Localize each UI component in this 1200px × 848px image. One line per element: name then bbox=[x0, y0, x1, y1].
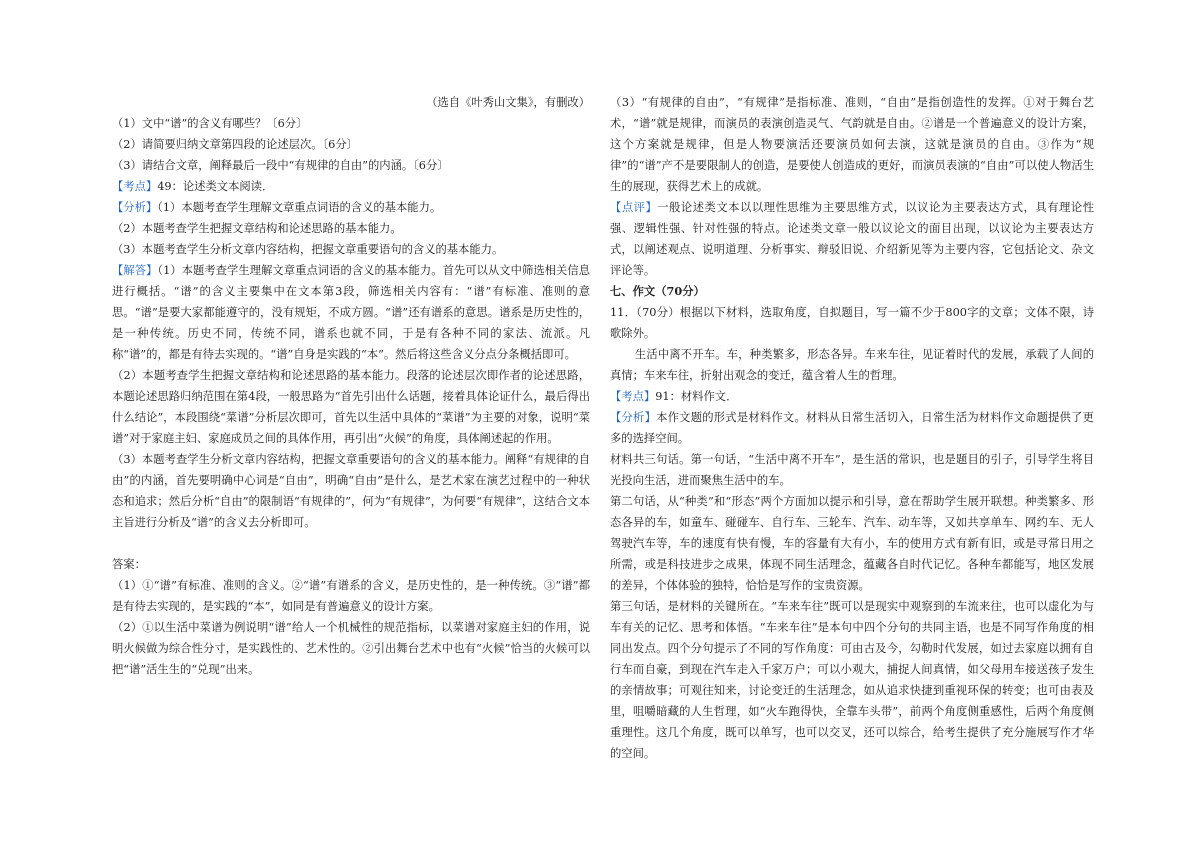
analysis-para-1: 材料共三句话。第一句话，“生活中离不开车”，是生活的常识，也是题目的引子，引导学生将目光投向生活，进而聚焦生活中的车。 bbox=[610, 453, 1094, 487]
dianping-text: 一般论述类文本以以理性思维为主要思维方式，以议论为主要表达方式，具有理论性强、逻辑性强、针对性强的特点。论述类文章一般以议论文的面目出现，以议论为主要表达方式，以阐述观点、说明道理、分析事实、辩驳旧说、介绍新见等为主要内容，它包括论文、杂文评论等。 bbox=[610, 201, 1094, 277]
kaodian-tag: 【考点】 bbox=[112, 180, 158, 193]
section-title: 七、作文（70分） bbox=[610, 284, 705, 298]
fenxi-row bbox=[112, 197, 590, 218]
jieda-text-3: （3）本题考查学生分析文章内容结构，把握文章重要语句的含义的基本能力。阐释“有规律的自由”的内涵，首先要明确中心词是“自由”，明确“自由”是什么，是艺术家在演艺过程中的一种状态和追求；然后分析“自由”的限制语“有规律的”，何为“有规律”，为何要“有规律”，这结合文本主旨进行分析及“谱”的含义去分析即可。 bbox=[112, 453, 590, 529]
material-text: 生活中离不开车。车，种类繁多，形态各异。车来车往，见证着时代的发展，承载了人间的真情；车来车往，折射出观念的变迁，蕴含着人生的哲理。 bbox=[610, 348, 1094, 382]
fenxi-text-2: （2）本题考查学生把握文章结构和论述思路的基本能力。 bbox=[112, 222, 402, 235]
answer-label: 答案： bbox=[112, 558, 146, 571]
kaodian-text-2: 91：材料作文． bbox=[655, 390, 738, 403]
kaodian-text: 49：论述类文本阅读． bbox=[157, 180, 274, 193]
analysis-para-2: 第二句话，从“种类”和“形态”两个方面加以提示和引导，意在帮助学生展开联想。种类繁多、形态各异的车，如童车、碰碰车、自行车、三轮车、汽车、动车等，又如共享单车、网约车、无人驾驶汽车等，车的速度有快有慢，车的容量有大有小，车的使用方式有新有旧，或是寻常日用之所需，或是科技进步之成果，体现不同生活理念，蕴藏各自时代记忆。各种车都能写，地区发展的差异，个体体验的独特，恰恰是写作的宝贵资源。 bbox=[610, 495, 1094, 592]
spacer bbox=[112, 533, 590, 554]
dianping-tag: 【点评】 bbox=[610, 201, 658, 214]
fenxi-text-1: （1）本题考查学生理解文章重点词语的含义的基本能力。 bbox=[157, 201, 442, 214]
answer-1: （1）①“谱”有标准、准则的含义。②“谱”有谱系的含义，是历史性的，是一种传统。③“谱”都是有待去实现的，是实践的“本”，如同是有普遍意义的设计方案。 bbox=[112, 579, 590, 613]
question-2: （2）请简要归纳文章第四段的论述层次。〔6分〕 bbox=[112, 138, 358, 151]
question-1: （1）文中“谱”的含义有哪些？〔6分〕 bbox=[112, 117, 308, 130]
fenxi-row-2 bbox=[610, 407, 1094, 449]
dianping-row bbox=[610, 197, 1094, 281]
question-3: （3）请结合文章，阐释最后一段中“有规律的自由”的内涵。〔6分〕 bbox=[112, 159, 449, 172]
source-note: （选自《叶秀山文集》，有删改） bbox=[426, 96, 590, 109]
fenxi-text-3: （3）本题考查学生分析文章内容结构，把握文章重要语句的含义的基本能力。 bbox=[112, 243, 504, 256]
kaodian-tag-2: 【考点】 bbox=[610, 390, 656, 403]
fenxi-text-main: 本作文题的形式是材料作文。材料从日常生活切入，日常生活为材料作文命题提供了更多的选择空间。 bbox=[610, 411, 1094, 445]
analysis-para-3: 第三句话，是材料的关键所在。“车来车往”既可以是现实中观察到的车流来往，也可以虚化为与车有关的记忆、思考和体悟。“车来车往”是本句中四个分句的共同主语，也是不同写作角度的相同出发点。四个分句提示了不同的写作角度：可由古及今，勾勒时代发展，如过去家庭以拥有自行车而自豪，到现在汽车走入千家万户；可以小观大，捕捉人间真情，如父母用车接送孩子发生的亲情故事；可观往知来，讨论变迁的生活理念，如从追求快捷到重视环保的转变；也可由表及里，咀嚼暗藏的人生哲理，如“火车跑得快，全靠车头带”，前两个角度侧重感性，后两个角度侧重理性。这几个角度，既可以单写，也可以交叉，还可以综合，给考生提供了充分施展写作才华的空间。 bbox=[610, 600, 1094, 760]
kaodian-row-2 bbox=[610, 386, 1094, 407]
fenxi-tag-2: 【分析】 bbox=[610, 411, 657, 424]
fenxi-tag: 【分析】 bbox=[112, 201, 158, 214]
left-column bbox=[112, 92, 590, 680]
answer-2: （2）①以生活中菜谱为例说明“谱”给人一个机械性的规范指标，以菜谱对家庭主妇的作用，说明火候做为综合性分寸，是实践性的、艺术性的。②引出舞台艺术中也有“火候”恰当的火候可以把“谱”活生生的“兑现”出来。 bbox=[112, 621, 590, 676]
question-11: 11．（70分）根据以下材料，选取角度，自拟题目，写一篇不少于800字的文章；文体不限，诗歌除外。 bbox=[610, 306, 1094, 340]
right-column bbox=[610, 92, 1094, 764]
jieda-tag: 【解答】 bbox=[112, 264, 158, 277]
jieda-text-2: （2）本题考查学生把握文章结构和论述思路的基本能力。段落的论述层次即作者的论述思路，本题论述思路归纳范围在第4段，一般思路为“首先引出什么话题，接着具体论证什么，最后得出什么结论”，本段围绕“菜谱”分析层次即可，首先以生活中具体的“菜谱”为主要的对象，说明“菜谱”对于家庭主妇、家庭成员之间的具体作用，再引出“火候”的角度，具体阐述起的作用。 bbox=[112, 369, 590, 445]
kaodian-row bbox=[112, 176, 590, 197]
answer-3: （3）“有规律的自由”，“有规律”是指标准、准则，“自由”是指创造性的发挥。①对于舞台艺术，“谱”就是规律，而演员的表演创造灵气、气韵就是自由。②谱是一个普遍意义的设计方案，这个方案就是规律，但是人物要演活还要演员如何去演，这就是演员的自由。③作为“规律”的“谱”产不是要限制人的创造，是要使人创造成的更好，而演员表演的“自由”可以使人物活生生的展现，获得艺术上的成就。 bbox=[610, 96, 1094, 193]
jieda-row bbox=[112, 260, 590, 365]
jieda-text-1: （1）本题考查学生理解文章重点词语的含义的基本能力。首先可以从文中筛选相关信息进行概括。“谱”的含义主要集中在文本第3段，筛选相关内容有：“谱”有标准、准则的意思。“谱”是要大家都能遵守的，没有规矩，不成方圆。“谱”还有谱系的意思。谱系是历史性的，是一种传统。历史不同，传统不同，谱系也就不同，于是有各种不同的家法、流派。凡称“谱”的，都是有待去实现的。“谱”自身是实践的“本”。然后将这些含义分点分条概括即可。 bbox=[112, 264, 590, 361]
